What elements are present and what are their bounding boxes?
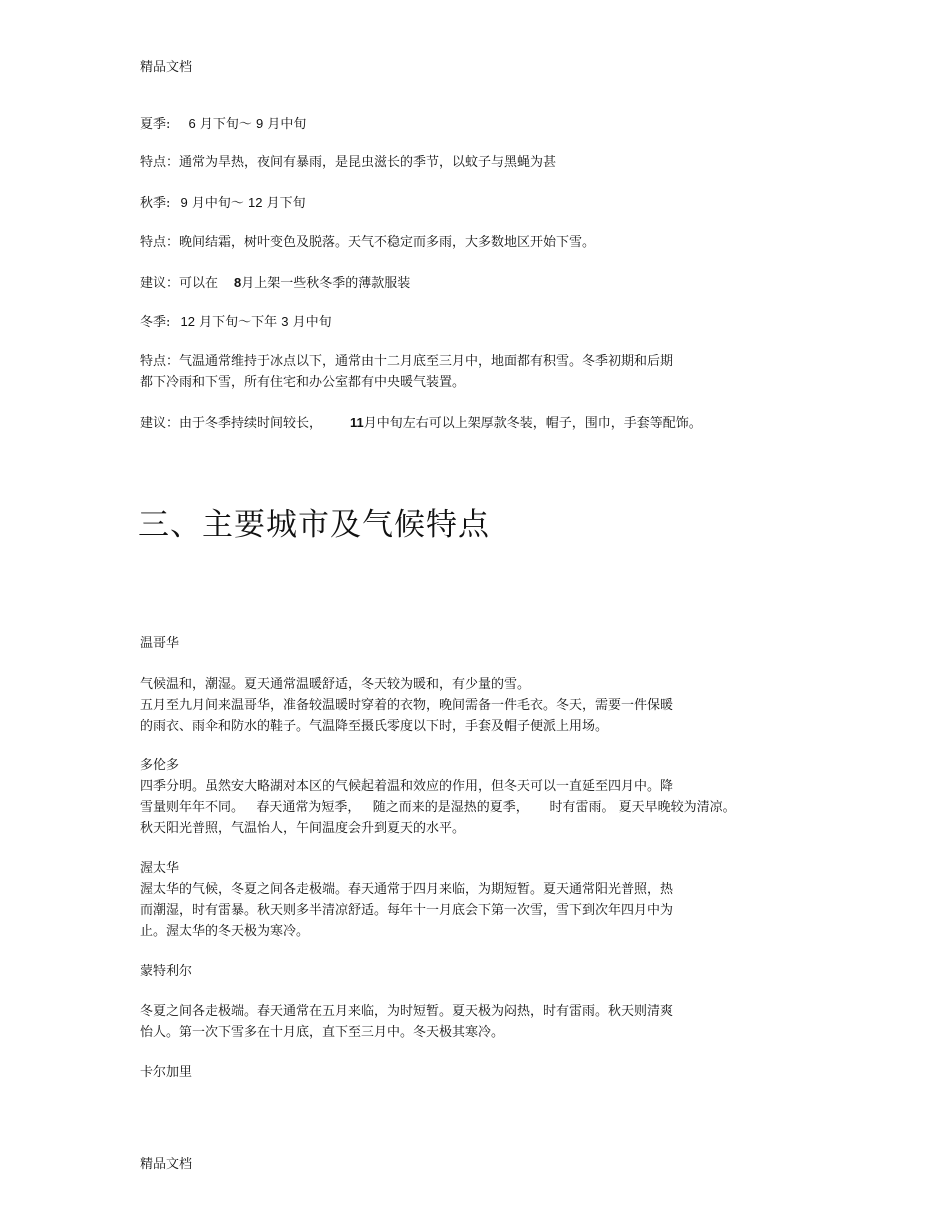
winter-end-num: 3 [281,314,289,329]
winter-end-text: 月中旬 [288,315,332,330]
summer-range [140,114,306,135]
ottawa-line-2: 而潮湿，时有雷暴。秋天则多半清凉舒适。每年十一月底会下第一次雪，雪下到次年四月中为 [140,903,674,918]
city-name-ottawa: 渥太华 [140,861,180,876]
city-name-vancouver: 温哥华 [140,636,180,651]
autumn-suggestion [140,273,410,294]
winter-suggestion [140,413,702,434]
autumn-start-num: 9 [180,195,188,210]
autumn-feature: 特点：晚间结霜，树叶变色及脱落。天气不稳定而多雨，大多数地区开始下雪。 [140,235,596,250]
winter-start-num: 12 [180,314,195,329]
winter-suggest-post: 月中旬左右可以上架厚款冬装，帽子，围巾，手套等配饰。 [363,416,702,431]
vancouver-line-1: 气候温和，潮湿。夏天通常温暖舒适，冬天较为暖和，有少量的雪。 [140,677,531,692]
winter-feature-line-1: 特点：气温通常维持于冰点以下，通常由十二月底至三月中，地面都有积雪。冬季初期和后期 [140,354,674,369]
summer-feature: 特点：通常为旱热，夜间有暴雨，是昆虫滋长的季节，以蚊子与黑蝇为甚 [140,155,557,170]
summer-end-num: 9 [256,116,264,131]
page-footer: 精品文档 [140,1157,193,1172]
ottawa-line-1: 渥太华的气候，冬夏之间各走极端。春天通常于四月来临，为期短暂。夏天通常阳光普照，热 [140,882,674,897]
autumn-mid-text: 月中旬～ [187,196,249,211]
autumn-end-num: 12 [248,195,263,210]
winter-suggest-num: 11 [350,415,364,430]
summer-label: 夏季: [140,117,171,132]
vancouver-line-2: 五月至九月间来温哥华，准备较温暖时穿着的衣物，晚间需备一件毛衣。冬天，需要一件保暖 [140,698,674,713]
winter-label: 冬季: [140,315,171,330]
autumn-suggest-pre: 建议：可以在 [140,276,219,291]
winter-feature-line-2: 都下冷雨和下雪，所有住宅和办公室都有中央暖气装置。 [140,375,466,390]
city-name-montreal: 蒙特利尔 [140,964,193,979]
summer-start-num: 6 [188,116,196,131]
summer-mid-text: 月下旬～ [195,117,257,132]
city-name-toronto: 多伦多 [140,758,180,773]
montreal-line-1: 冬夏之间各走极端。春天通常在五月来临，为时短暂。夏天极为闷热，时有雷雨。秋天则清爽 [140,1004,674,1019]
winter-suggest-pre: 建议：由于冬季持续时间较长， [140,416,323,431]
vancouver-line-3: 的雨衣、雨伞和防水的鞋子。气温降至摄氏零度以下时，手套及帽子便派上用场。 [140,719,609,734]
city-name-calgary: 卡尔加里 [140,1065,193,1080]
autumn-end-text: 月下旬 [262,196,306,211]
autumn-label: 秋季: [140,196,171,211]
autumn-range [140,193,306,214]
ottawa-line-3: 止。渥太华的冬天极为寒冷。 [140,924,310,939]
section-title: 三、主要城市及气候特点 [138,507,490,543]
winter-range [140,312,332,333]
toronto-line-1: 四季分明。虽然安大略湖对本区的气候起着温和效应的作用，但冬天可以一直延至四月中。降 [140,779,674,794]
winter-mid-text: 月下旬～下年 [195,315,282,330]
page-header: 精品文档 [140,60,193,75]
autumn-suggest-num: 8 [234,275,242,290]
toronto-line-3: 秋天阳光普照，气温怡人，午间温度会升到夏天的水平。 [140,821,466,836]
montreal-line-2: 怡人。第一次下雪多在十月底，直下至三月中。冬天极其寒冷。 [140,1025,505,1040]
summer-end-text: 月中旬 [263,117,307,132]
autumn-suggest-post: 月上架一些秋冬季的薄款服装 [241,276,411,291]
toronto-line-2: 雪量则年年不同。 春天通常为短季， 随之而来的是湿热的夏季， 时有雷雨。 夏天早晚较为清凉。 [140,800,736,815]
